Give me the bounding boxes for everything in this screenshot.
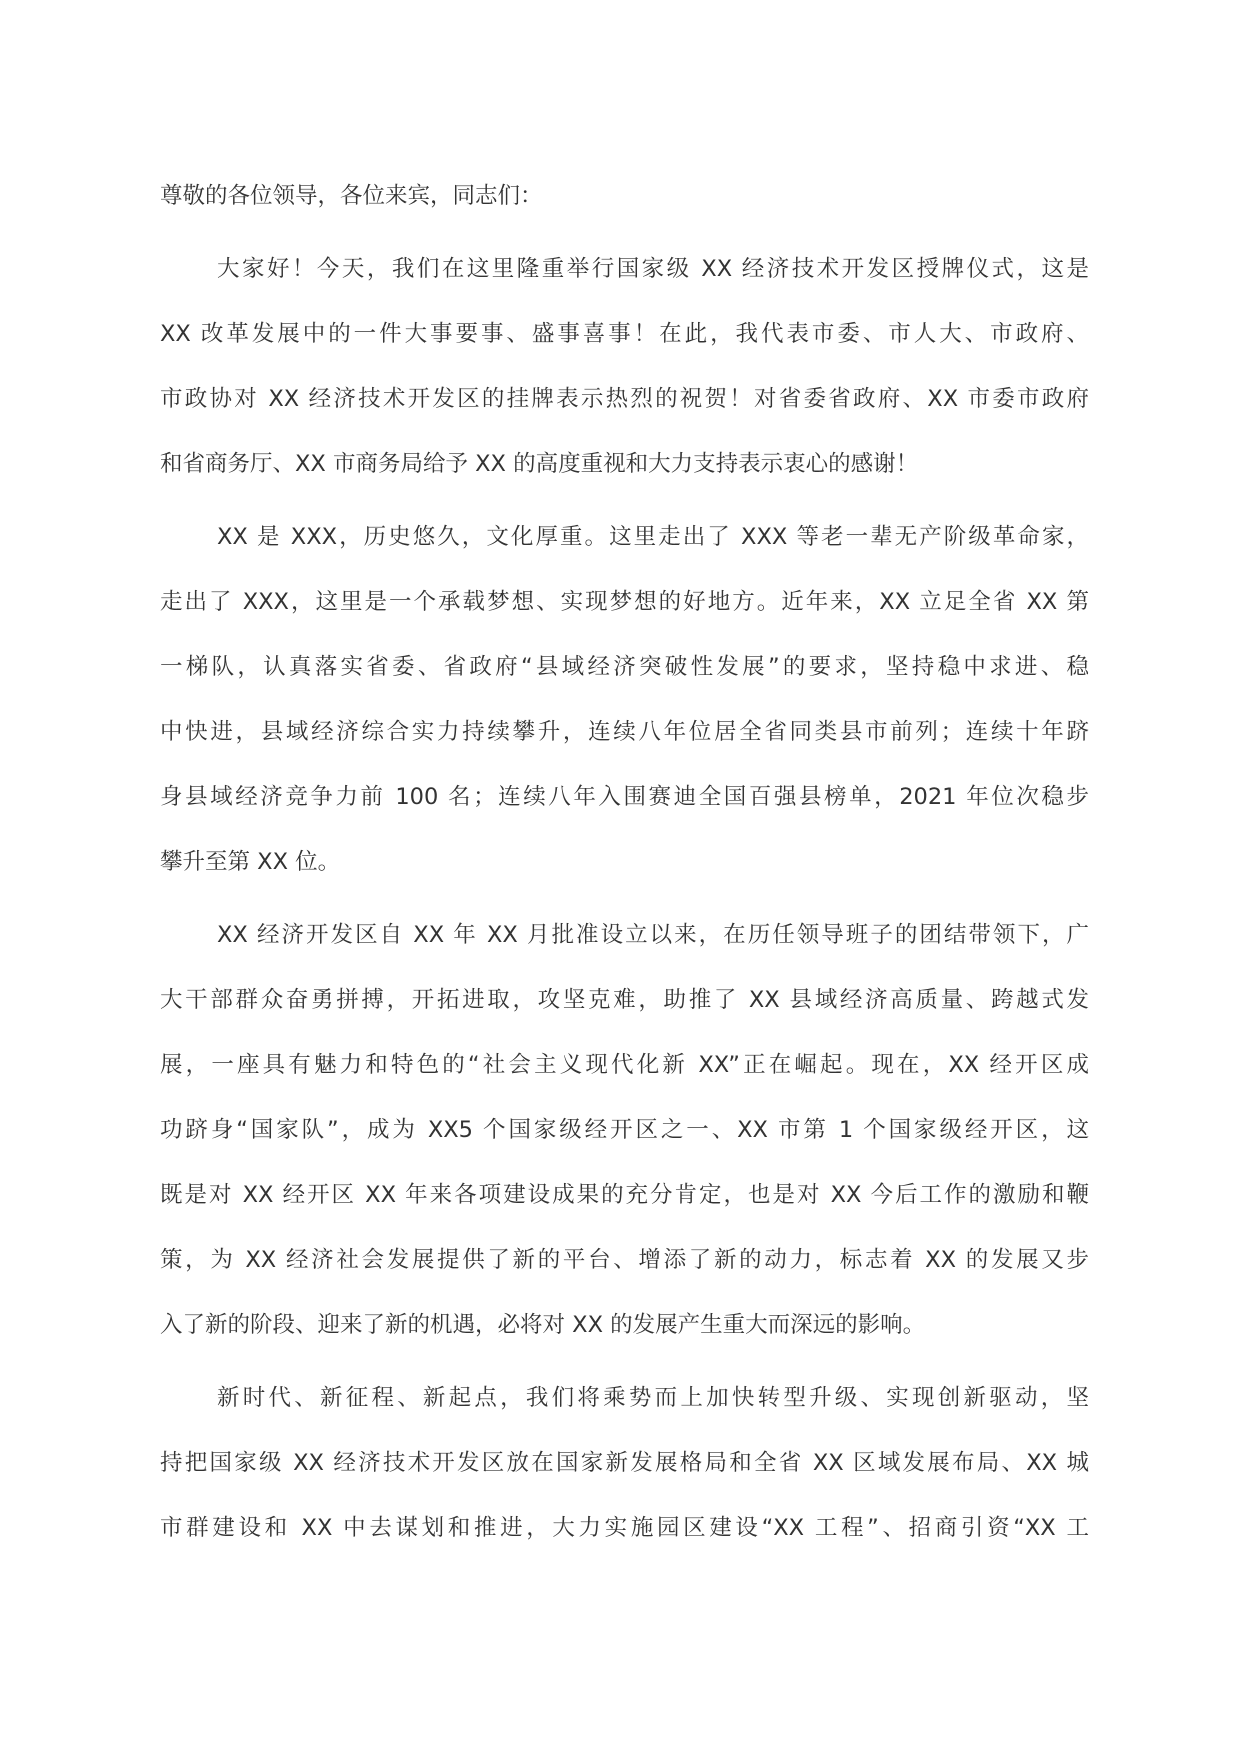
paragraph-line: 市政协对 XX 经济技术开发区的挂牌表示热烈的祝贺！对省委省政府、XX 市委市政府 — [160, 386, 1089, 412]
paragraph-line: 攀升至第 XX 位。 — [160, 849, 341, 875]
paragraph-line: 一梯队，认真落实省委、省政府“县域经济突破性发展”的要求，坚持稳中求进、稳 — [160, 654, 1089, 680]
paragraph-line: XX 改革发展中的一件大事要事、盛事喜事！在此，我代表市委、市人大、市政府、 — [160, 321, 1089, 347]
paragraph-3 — [160, 917, 1089, 1372]
paragraph-gap — [160, 909, 1089, 917]
salutation: 尊敬的各位领导，各位来宾，同志们： — [160, 183, 543, 209]
paragraph-line: 持把国家级 XX 经济技术开发区放在国家新发展格局和全省 XX 区域发展布局、XX 城 — [160, 1450, 1089, 1476]
paragraph-line: 既是对 XX 经开区 XX 年来各项建设成果的充分肯定，也是对 XX 今后工作的激励和鞭 — [160, 1182, 1089, 1208]
paragraph-2 — [160, 519, 1089, 909]
paragraph-line: 入了新的阶段、迎来了新的机遇，必将对 XX 的发展产生重大而深远的影响。 — [160, 1312, 926, 1338]
paragraph-line: XX 经济开发区自 XX 年 XX 月批准设立以来，在历任领导班子的团结带领下，广 — [217, 922, 1089, 948]
paragraph-gap — [160, 243, 1089, 251]
paragraph-line: 和省商务厅、XX 市商务局给予 XX 的高度重视和大力支持表示衷心的感谢！ — [160, 451, 919, 477]
paragraph-line: 展，一座具有魅力和特色的“社会主义现代化新 XX”正在崛起。现在，XX 经开区成 — [160, 1052, 1089, 1078]
paragraph-line: 新时代、新征程、新起点，我们将乘势而上加快转型升级、实现创新驱动，坚 — [217, 1385, 1089, 1411]
paragraph-line: 身县域经济竞争力前 100 名；连续八年入围赛迪全国百强县榜单，2021 年位次稳步 — [160, 784, 1089, 810]
paragraph-line: 大家好！今天，我们在这里隆重举行国家级 XX 经济技术开发区授牌仪式，这是 — [217, 256, 1089, 282]
paragraph-line: 策，为 XX 经济社会发展提供了新的平台、增添了新的动力，标志着 XX 的发展又步 — [160, 1247, 1089, 1273]
paragraph-1 — [160, 251, 1089, 511]
paragraph-gap — [160, 511, 1089, 519]
paragraph-gap — [160, 1372, 1089, 1380]
paragraph-line: 市群建设和 XX 中去谋划和推进，大力实施园区建设“XX 工程”、招商引资“XX 工 — [160, 1515, 1089, 1541]
paragraph-line: 走出了 XXX，这里是一个承载梦想、实现梦想的好地方。近年来，XX 立足全省 XX 第 — [160, 589, 1089, 615]
paragraph-line: 功跻身“国家队”，成为 XX5 个国家级经开区之一、XX 市第 1 个国家级经开区，这 — [160, 1117, 1089, 1143]
paragraph-line: XX 是 XXX，历史悠久，文化厚重。这里走出了 XXX 等老一辈无产阶级革命家， — [217, 524, 1089, 550]
paragraph-line: 中快进，县域经济综合实力持续攀升，连续八年位居全省同类县市前列；连续十年跻 — [160, 719, 1089, 745]
paragraph-line: 大干部群众奋勇拼搏，开拓进取，攻坚克难，助推了 XX 县域经济高质量、跨越式发 — [160, 987, 1089, 1013]
speech-body — [160, 178, 1089, 1575]
paragraph-4 — [160, 1380, 1089, 1575]
